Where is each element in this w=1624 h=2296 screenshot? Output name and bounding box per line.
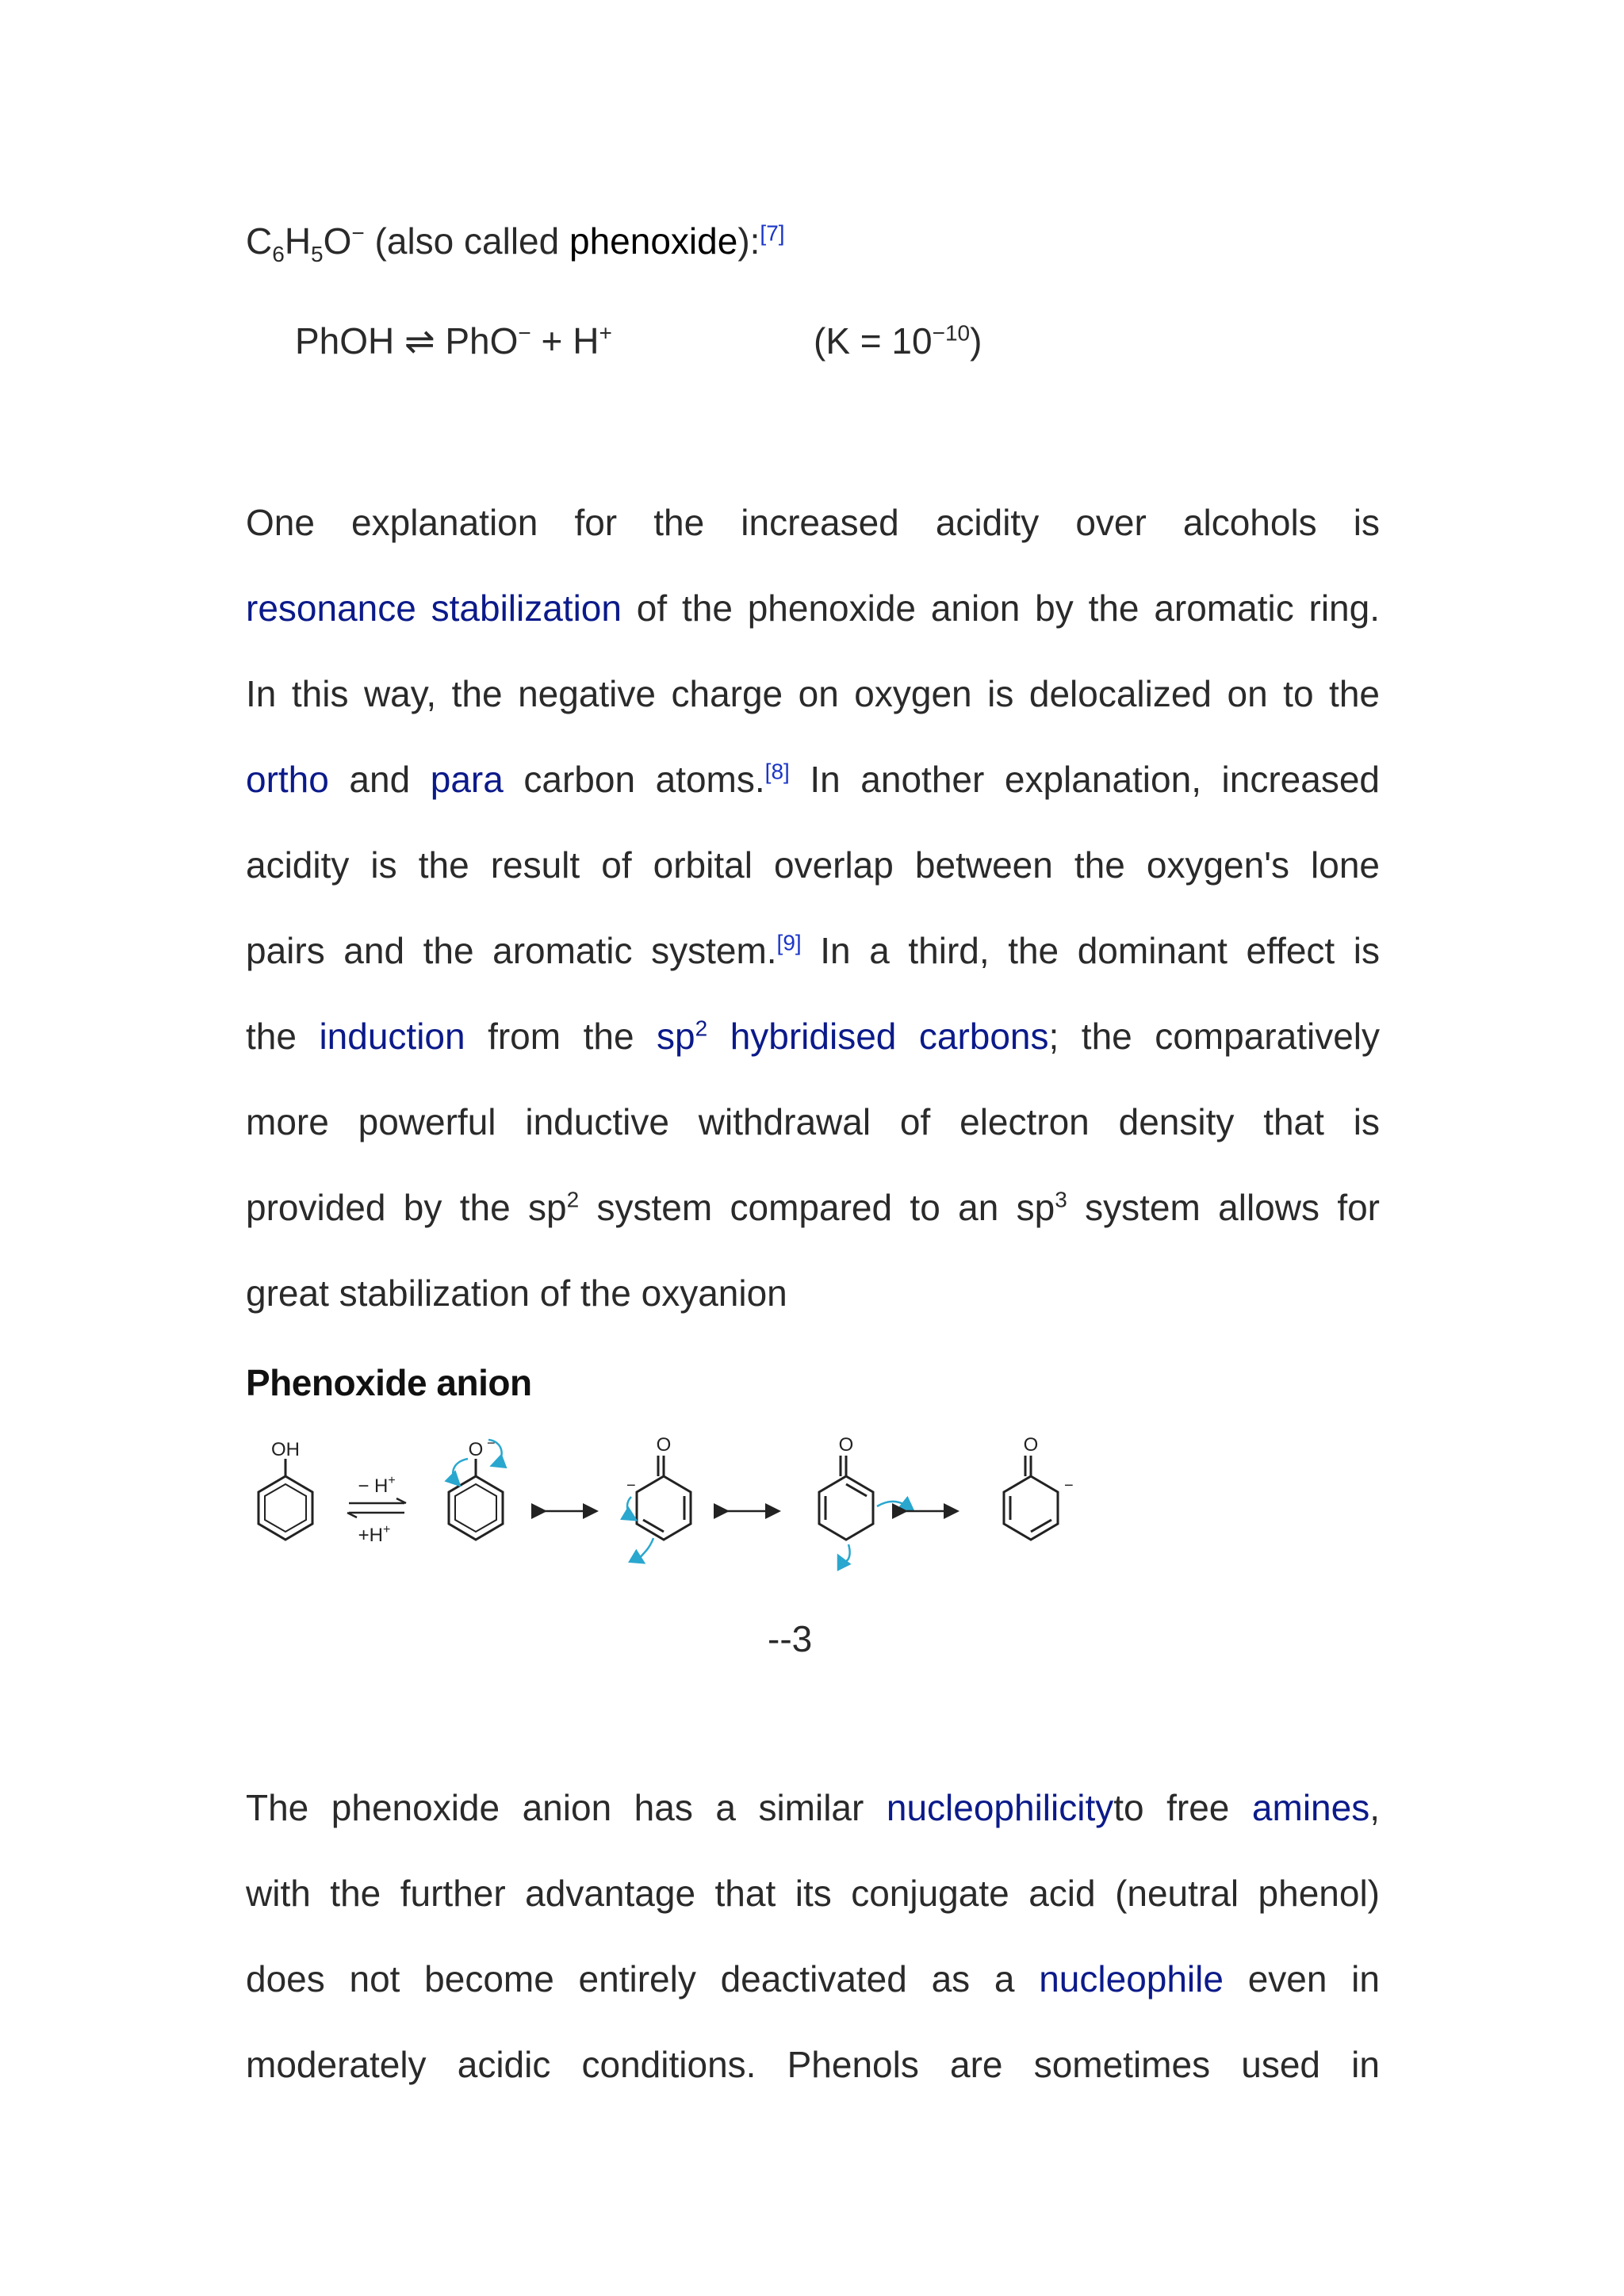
equilibrium-constant: [814, 309, 982, 373]
para1-line-6-b: In a third, the dominant effect is: [801, 930, 1380, 971]
k-close: ): [970, 320, 982, 362]
carbanion-charge-4: −: [1064, 1477, 1074, 1494]
formula-charge: −: [351, 220, 365, 246]
intro-line: [246, 208, 1380, 274]
page-number: --3: [768, 1618, 813, 1659]
para2-line-2: with the further advantage that its conjugate acid (neutral phenol): [246, 1873, 1380, 1914]
paragraph-acidity: [246, 480, 1380, 1336]
para2-line-3: [246, 1936, 1380, 2022]
para1-line-2-text: of the phenoxide anion by the aromatic ring.: [621, 587, 1380, 629]
equation-plus-h: + H: [530, 320, 599, 362]
para2-line-1-b: to free: [1113, 1787, 1252, 1828]
para2-line-1-a: The phenoxide anion has a similar: [246, 1787, 887, 1828]
intro-text-b: ):: [737, 220, 760, 262]
link-sp-sup: 2: [695, 1016, 708, 1041]
link-hybridised-text: hybridised carbons: [707, 1016, 1049, 1057]
para2-line-1: [246, 1765, 1380, 1850]
link-nucleophile[interactable]: nucleophile: [1039, 1958, 1224, 1999]
para1-line-5: acidity is the result of orbital overlap between the oxygen's lone: [246, 844, 1380, 886]
para1-line-9-b: system compared to an sp: [579, 1187, 1055, 1228]
plus-h-sup: +: [383, 1523, 391, 1536]
o-label-3: O: [838, 1434, 854, 1456]
sp3-sup: 3: [1055, 1187, 1067, 1212]
para1-line-4: [246, 737, 1380, 822]
plus-h-label: [358, 1523, 391, 1546]
o-label-4: O: [1023, 1434, 1039, 1456]
para1-line-6: [246, 908, 1380, 993]
minus-h-sup: +: [388, 1474, 396, 1487]
phenol-structure: [259, 1459, 312, 1540]
para1-line-1: One explanation for the increased acidity over alcohols is: [246, 502, 1380, 543]
link-induction[interactable]: induction: [319, 1016, 465, 1057]
para1-line-8: more powerful inductive withdrawal of electron density that is: [246, 1101, 1380, 1142]
para1-line-4-b: In another explanation, increased: [789, 759, 1380, 800]
resonance-structure-para: [819, 1456, 873, 1540]
para1-the: the: [246, 1016, 320, 1057]
carbanion-charge-2: −: [626, 1477, 636, 1494]
link-sp-text: sp: [657, 1016, 695, 1057]
para1-line-3: In this way, the negative charge on oxygen is delocalized on to the: [246, 673, 1380, 714]
formula-sub-6: 6: [272, 242, 285, 267]
electron-arrow-3: [627, 1497, 634, 1519]
para1-and: and: [328, 759, 431, 800]
formula-sub-5: 5: [311, 242, 324, 267]
citation-8[interactable]: [8]: [764, 759, 790, 784]
para1-line-7-rest: ; the comparatively: [1048, 1016, 1380, 1057]
equation-minus: −: [518, 320, 531, 346]
link-para[interactable]: para: [430, 759, 504, 800]
oh-label: OH: [271, 1439, 300, 1460]
resonance-structure-4: [1004, 1456, 1058, 1540]
equation-lhs: PhOH ⇌ PhO: [295, 320, 519, 362]
minus-h-label: [358, 1474, 395, 1497]
link-ortho[interactable]: ortho: [246, 759, 329, 800]
resonance-structure-ortho: [637, 1456, 691, 1540]
electron-arrow-5: [877, 1502, 912, 1510]
formula-c: C: [246, 220, 273, 262]
citation-7[interactable]: [7]: [760, 220, 785, 246]
para1-from: from the: [465, 1016, 657, 1057]
equation-plus: +: [599, 320, 612, 346]
formula-h: H: [284, 220, 312, 262]
figure-heading: Phenoxide anion: [246, 1362, 532, 1403]
link-amines[interactable]: amines: [1251, 1787, 1370, 1828]
para1-line-2: [246, 565, 1380, 651]
para2-line-3-b: even in: [1223, 1958, 1380, 1999]
para1-line-9-a: provided by the sp: [246, 1187, 567, 1228]
link-nucleophilicity[interactable]: nucleophilicity: [886, 1787, 1114, 1828]
k-exponent: −10: [932, 320, 971, 346]
para2-line-4: moderately acidic conditions. Phenols are sometimes used in: [246, 2044, 1380, 2085]
phenoxide-structure-1: [449, 1459, 503, 1540]
electron-arrow-6: [839, 1544, 850, 1562]
link-resonance-stabilization[interactable]: resonance stabilization: [246, 587, 622, 629]
k-open: (K = 10: [814, 320, 933, 362]
para1-line-6-a: pairs and the aromatic system.: [246, 930, 777, 971]
para2-line-3-a: does not become entirely deactivated as a: [246, 1958, 1040, 1999]
para1-line-4-a: carbon atoms.: [503, 759, 765, 800]
phenoxide-resonance-figure: [238, 1427, 1110, 1586]
minus-h-text: − H: [358, 1475, 389, 1497]
citation-9[interactable]: [9]: [776, 930, 802, 955]
equilibrium-arrows: [347, 1498, 406, 1517]
phenoxide-term: phenoxide: [569, 220, 738, 262]
para1-line-9: [246, 1165, 1380, 1250]
o-label-1: O: [468, 1439, 484, 1460]
para1-line-10: great stabilization of the oxyanion: [246, 1272, 787, 1314]
plus-h-text: +H: [358, 1525, 384, 1546]
para1-line-7: [246, 993, 1380, 1079]
para2-line-1-c: ,: [1369, 1787, 1380, 1828]
link-sp2-hybridised[interactable]: [657, 1016, 1048, 1057]
intro-text-a: (also called: [364, 220, 569, 262]
paragraph-nucleophilicity: [246, 1765, 1380, 2107]
equilibrium-equation: [295, 309, 612, 373]
sp2-sup: 2: [566, 1187, 580, 1212]
o-label-2: O: [656, 1434, 672, 1456]
o-charge-1: −: [487, 1435, 496, 1451]
formula-o: O: [323, 220, 352, 262]
electron-arrow-4: [640, 1538, 653, 1562]
para1-line-9-c: system allows for: [1067, 1187, 1381, 1228]
electron-arrow-2: [453, 1459, 468, 1484]
